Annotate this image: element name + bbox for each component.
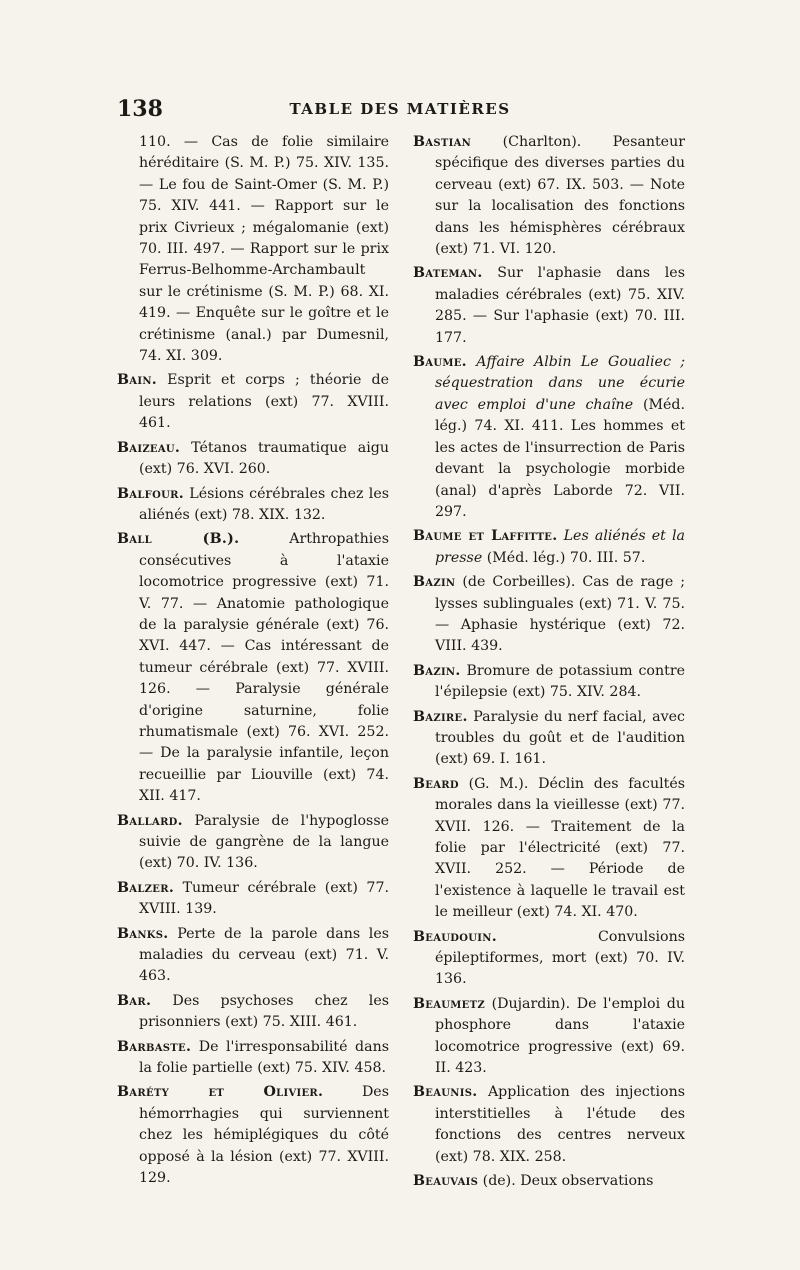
entry-text: (Dujardin). De l'emploi du phosphore dans l'ataxie locomotrice progressive (ext) 69. II. 423. [435, 995, 685, 1077]
entry-headword: Beaudouin. [413, 928, 497, 945]
index-entry [117, 370, 389, 434]
index-entry [117, 438, 389, 481]
entry-text: (de). Deux observations [482, 1173, 654, 1190]
running-title: TABLE DES MATIÈRES [289, 100, 511, 118]
entry-text: Esprit et corps ; théorie de leurs relations (ext) 77. XVIII. 461. [139, 372, 389, 432]
entry-text: Tumeur cérébrale (ext) 77. XVIII. 139. [139, 879, 389, 918]
entry-text: Arthropathies consécutives à l'ataxie locomotrice progressive (ext) 71. V. 77. — Anatomie pathologique de la paralysie générale (ext) 76. XVI. 447. — Cas intéressant de tumeur cérébrale (ext) 77. XVIII. 126. — Paralysie générale d'origine saturnine, folie rhumatismale (ext) 76. XVI. 252. — De la paralysie infantile, leçon recueillie par Liouville (ext) 74. XII. 417. [139, 531, 389, 805]
entry-text: Lésions cérébrales chez les aliénés (ext) 78. XIX. 132. [139, 485, 389, 523]
entry-headword: Bazin. [413, 662, 461, 679]
entry-headword: Banks. [117, 925, 169, 942]
index-entry [117, 1037, 389, 1080]
entry-headword: Bazire. [413, 708, 468, 725]
entry-text: 110. — Cas de folie similaire héréditaire (S. M. P.) 75. XIV. 135. — Le fou de Saint-Omer (S. M. P.) 75. XIV. 441. — Rapport sur le prix Civrieux ; mégalomanie (ext) 70. III. 497. — Rapport sur le prix Ferrus-Belhomme-Archambault sur le crétinisme (S. M. P.) 68. XI. 419. — Enquête sur le goître et le crétinisme (anal.) par Dumesnil, 74. XI. 309. [139, 134, 389, 365]
entry-text: (Méd. lég.) 74. XI. 411. Les hommes et les actes de l'insurrection de Paris devant la psychologie morbide (anal) d'après Laborde 72. VII. 297. [435, 396, 685, 520]
entry-text: Paralysie du nerf facial, avec troubles du goût et de l'audition (ext) 69. I. 161. [435, 708, 685, 768]
entry-headword: Barbaste. [117, 1038, 192, 1055]
entry-text: Des hémorrhagies qui surviennent chez les hémiplégiques du côté opposé à la lésion (ext) 77. XVIII. 129. [139, 1084, 389, 1187]
index-entry [413, 927, 685, 991]
index-entry [413, 526, 685, 569]
index-entry [413, 774, 685, 924]
entry-italic-title: Les aliénés et la presse [435, 528, 686, 566]
index-entry [413, 994, 685, 1080]
entry-headword: Beaunis. [413, 1084, 478, 1101]
entry-headword: Baréty et Olivier. [117, 1084, 324, 1101]
entry-headword: Ballard. [117, 812, 183, 829]
entry-headword: Bateman. [413, 265, 483, 282]
entry-headword: Bar. [117, 992, 152, 1009]
entry-headword: Balzer. [117, 879, 175, 896]
index-entry [117, 132, 389, 367]
entry-headword: Baizeau. [117, 439, 181, 456]
entry-headword: Beauvais [413, 1173, 479, 1190]
entry-text: De l'irresponsabilité dans la folie partielle (ext) 75. XIV. 458. [139, 1038, 389, 1077]
index-entry [117, 484, 389, 527]
index-entry [413, 352, 685, 523]
page-header [0, 96, 800, 124]
index-entry [117, 924, 389, 988]
entry-headword: Beaumetz [413, 995, 485, 1012]
index-entry [413, 263, 685, 349]
entry-headword: Bastian [413, 134, 472, 150]
index-entry [117, 529, 389, 807]
entry-text: Sur l'aphasie dans les maladies cérébrales (ext) 75. XIV. 285. — Sur l'aphasie (ext) 70. III. 177. [435, 265, 685, 346]
entry-text: Des psychoses chez les prisonniers (ext) 75. XIII. 461. [139, 992, 389, 1031]
index-entry [117, 878, 389, 921]
index-entry [413, 132, 685, 260]
index-entry [413, 572, 685, 658]
entry-text: (Méd. lég.) 70. III. 57. [486, 549, 646, 566]
index-column-left [117, 132, 389, 1193]
entry-text: (de Corbeilles). Cas de rage ; lysses sublinguales (ext) 71. V. 75. — Aphasie hystérique (ext) 72. VIII. 439. [435, 574, 686, 655]
entry-text: Paralysie de l'hypoglosse suivie de gangrène de la langue (ext) 70. IV. 136. [139, 812, 389, 872]
entry-headword: Bain. [117, 372, 158, 389]
index-entry [413, 661, 685, 704]
entry-headword: Balfour. [117, 485, 184, 502]
index-entry [117, 991, 389, 1034]
index-entry [413, 1171, 685, 1192]
page-number: 138 [117, 96, 163, 122]
entry-headword: Baume. [413, 354, 467, 371]
entry-text: Convulsions épileptiformes, mort (ext) 70. IV. 136. [435, 928, 685, 988]
entry-text: (Charlton). Pesanteur spécifique des diverses parties du cerveau (ext) 67. IX. 503. — Note sur la localisation des fonctions dans les hémisphères cérébraux (ext) 71. VI. 120. [435, 134, 685, 258]
entry-headword: Ball (B.). [117, 531, 240, 548]
index-column-right [413, 132, 685, 1196]
entry-text: Perte de la parole dans les maladies du cerveau (ext) 71. V. 463. [139, 925, 389, 985]
index-entry [413, 1082, 685, 1168]
index-entry [117, 811, 389, 875]
index-entry [117, 1082, 389, 1189]
entry-text: Bromure de potassium contre l'épilepsie (ext) 75. XIV. 284. [435, 662, 685, 701]
entry-text: Application des injections interstitielles à l'étude des fonctions des centres nerveux (ext) 78. XIX. 258. [435, 1084, 686, 1165]
entry-italic-title: Affaire Albin Le Goualiec ; séquestration dans une écurie avec emploi d'une chaîne [435, 354, 685, 413]
index-entry [413, 707, 685, 771]
entry-headword: Bazin [413, 574, 456, 591]
entry-headword: Beard [413, 775, 459, 792]
entry-text: (G. M.). Déclin des facultés morales dans la vieillesse (ext) 77. XVII. 126. — Traitement de la folie par l'électricité (ext) 77. XVII. 252. — Période de l'existence à laquelle le travail est le meilleur (ext) 74. XI. 470. [435, 775, 686, 921]
entry-text: Tétanos traumatique aigu (ext) 76. XVI. 260. [139, 439, 389, 478]
entry-headword: Baume et Laffitte. [413, 528, 558, 545]
